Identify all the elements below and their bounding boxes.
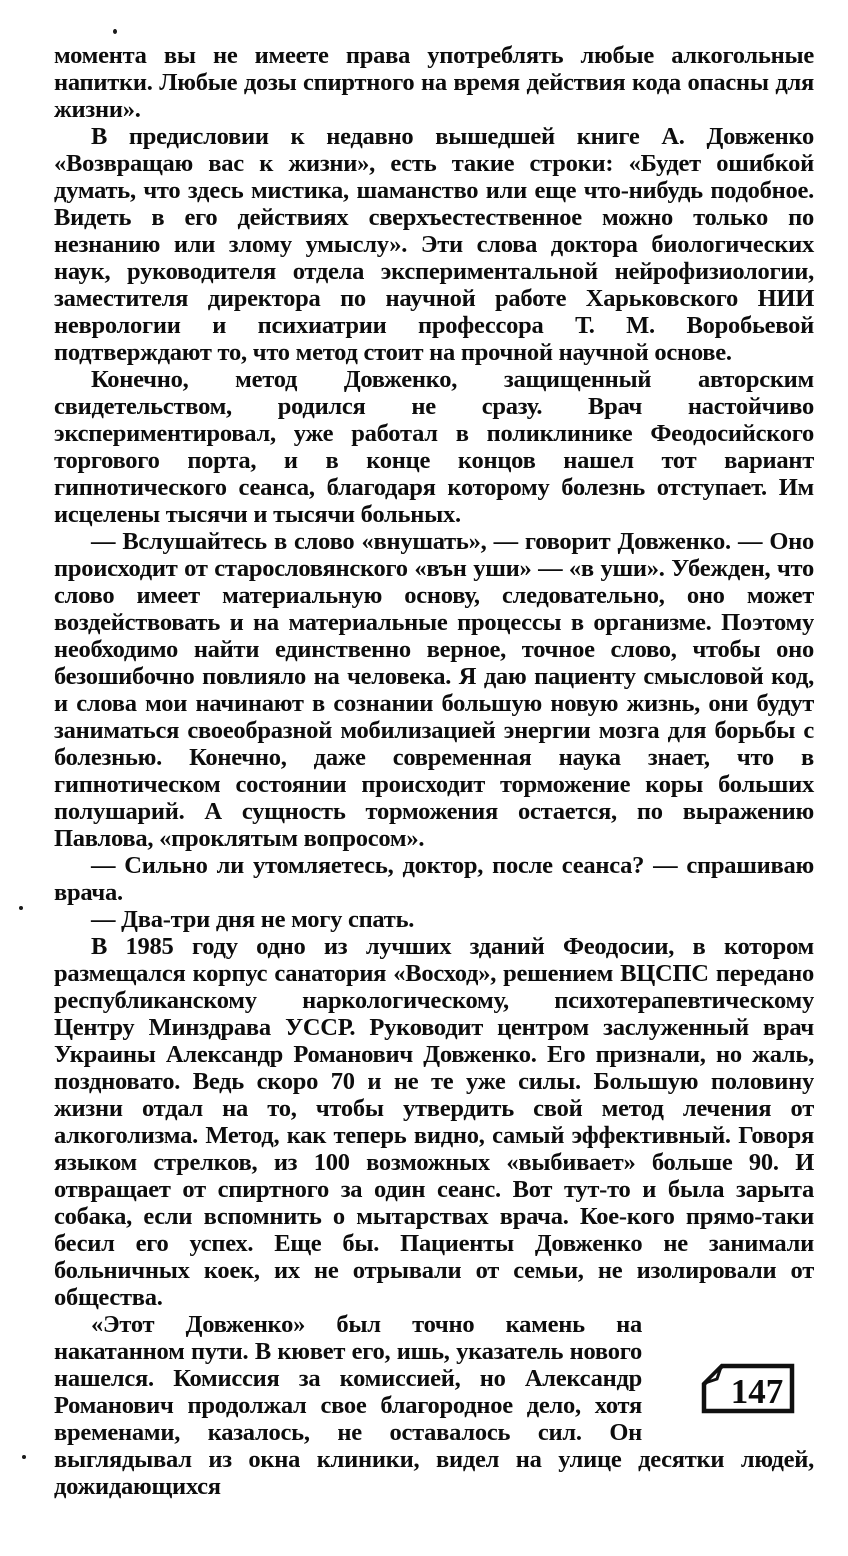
paragraph: «Этот Довженко» был точно камень на накатанном пути. В кювет его, ишь, указатель нового нашелся. Комиссия за комиссией, но Александр Романович продолжал свое благородное дело, хотя временами, казалось, не оставалось сил. Он выглядывал из окна клиники, видел на улице десятки людей, дожидающихся <box>54 1311 814 1500</box>
scan-speck <box>113 29 117 34</box>
paragraph: — Сильно ли утомляетесь, доктор, после сеанса? — спрашиваю врача. <box>54 852 814 906</box>
paragraph: Конечно, метод Довженко, защищенный авторским свидетельством, родился не сразу. Врач настойчиво экспериментировал, уже работал в поликлинике Феодосийского торгового порта, и в конце концов нашел тот вариант гипнотического сеанса, благодаря которому болезнь отступает. Им исцелены тысячи и тысячи больных. <box>54 366 814 528</box>
paragraph: — Два-три дня не могу спать. <box>91 906 415 933</box>
paragraph: момента вы не имеете права употреблять любые алкогольные напитки. Любые дозы спиртного на время действия кода опасны для жизни». <box>54 42 814 123</box>
paragraph: В предисловии к недавно вышедшей книге А. Довженко «Возвращаю вас к жизни», есть такие строки: «Будет ошибкой думать, что здесь мистика, шаманство или еще что-нибудь подобное. Видеть в его действиях сверхъестественное можно только по незнанию или злому умыслу». Эти слова доктора биологических наук, руководителя отдела экспериментальной нейрофизиологии, заместителя директора по научной работе Харьковского НИИ неврологии и психиатрии профессора Т. М. Воробьевой подтверждают то, что метод стоит на прочной научной основе. <box>54 123 814 366</box>
page-number-badge <box>700 1363 796 1415</box>
scan-speck <box>19 906 23 910</box>
paragraph: — Вслушайтесь в слово «внушать», — говорит Довженко. — Оно происходит от старословянского «вън уши» — «в уши». Убежден, что слово имеет материальную основу, следовательно, оно может воздействовать и на материальные процессы в организме. Поэтому необходимо найти единственно верное, точное слово, чтобы оно безошибочно повлияло на человека. Я даю пациенту смысловой код, и слова мои начинают в сознании большую новую жизнь, они будут заниматься своеобразной мобилизацией энергии мозга для борьбы с болезнью. Конечно, даже современная наука знает, что в гипнотическом состоянии происходит торможение коры больших полушарий. А сущность торможения остается, по выражению Павлова, «проклятым вопросом». <box>54 528 814 852</box>
paragraph: В 1985 году одно из лучших зданий Феодосии, в котором размещался корпус санатория «Восход», решением ВЦСПС передано республиканскому наркологическому, психотерапевтическому Центру Минздрава УССР. Руководит центром заслуженный врач Украины Александр Романович Довженко. Его признали, но жаль, поздновато. Ведь скоро 70 и не те уже силы. Большую половину жизни отдал на то, чтобы утвердить свой метод лечения от алкоголизма. Метод, как теперь видно, самый эффективный. Говоря языком стрелков, из 100 возможных «выбивает» больше 90. И отвращает от спиртного за один сеанс. Вот тут-то и была зарыта собака, если вспомнить о мытарствах врача. Кое-кого прямо-таки бесил его успех. Еще бы. Пациенты Довженко не занимали больничных коек, их не отрывали от семьи, не изолировали от общества. <box>54 933 814 1311</box>
page-text <box>54 42 814 1500</box>
scan-speck <box>22 1455 26 1459</box>
page-number: 147 <box>730 1372 784 1411</box>
folded-page-corner-icon <box>700 1363 796 1415</box>
